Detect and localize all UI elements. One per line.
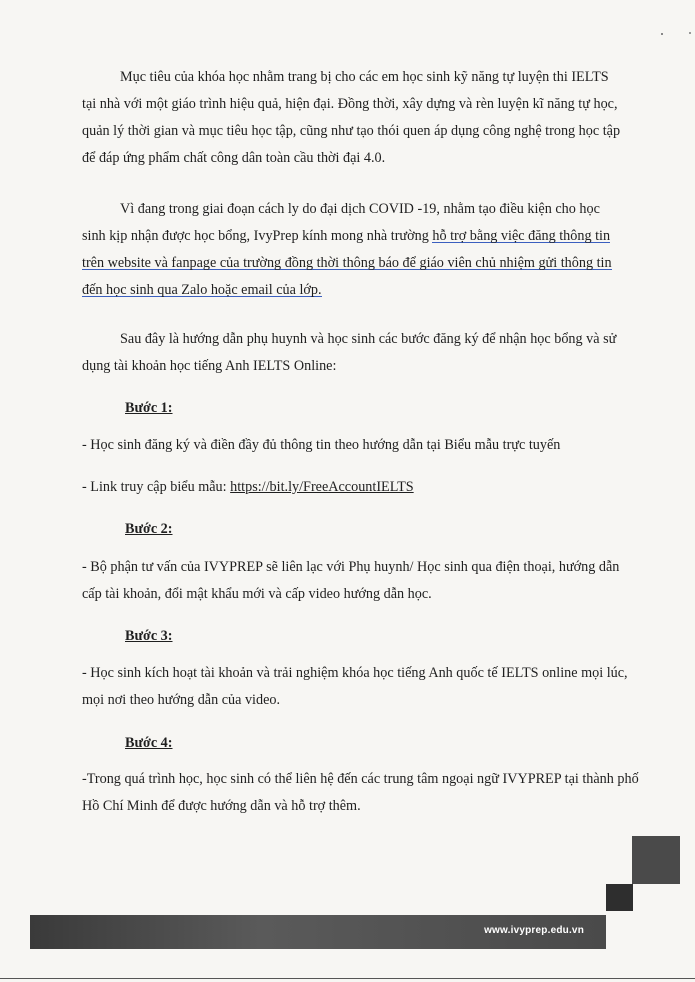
paragraph-course-goal: Mục tiêu của khóa học nhằm trang bị cho các em học sinh kỹ năng tự luyện thi IELTS tại nhà với một giáo trình hiệu quả, hiện đại. Đồng thời, xây dựng và rèn luyện kĩ năng tự học, quản lý thời gian và mục tiêu học tập, cũng như tạo thói quen áp dụng công nghệ trong học tập để đáp ứng phẩm chất công dân toàn cầu thời đại 4.0. (82, 69, 621, 166)
scan-speck (689, 32, 691, 34)
paragraph-covid-request (82, 196, 622, 304)
link-prefix: - Link truy cập biểu mẫu: (82, 479, 231, 495)
page-edge-line (0, 978, 695, 979)
step-1-line: - Học sinh đăng ký và điền đầy đủ thông tin theo hướng dẫn tại Biểu mẫu trực tuyến (82, 437, 561, 453)
step-3-text: - Học sinh kích hoạt tài khoản và trải nghiệm khóa học tiếng Anh quốc tế IELTS online mọi lúc, mọi nơi theo hướng dẫn của video. (82, 665, 628, 708)
footer-url[interactable]: www.ivyprep.edu.vn (484, 925, 584, 936)
decorative-square-small (606, 884, 633, 911)
step-4-text: -Trong quá trình học, học sinh có thể liên hệ đến các trung tâm ngoại ngữ IVYPREP tại thành phố Hồ Chí Minh để được hướng dẫn và hỗ trợ thêm. (82, 771, 639, 814)
step-4-title: Bước 4: (125, 735, 173, 751)
step-1-link-line (82, 474, 642, 501)
step-2-text: - Bộ phận tư vấn của IVYPREP sẽ liên lạc với Phụ huynh/ Học sinh qua điện thoại, hướng dẫn cấp tài khoản, đổi mật khẩu mới và cấp video hướng dẫn học. (82, 559, 620, 602)
highlighted-request: hỗ trợ bằng việc đăng thông tin trên website và fanpage của trường đồng thời thông báo để giáo viên chủ nhiệm gửi thông tin đến học sinh qua Zalo hoặc email của lớp. (82, 228, 612, 298)
step-1-title: Bước 1: (125, 400, 173, 416)
scan-speck (661, 33, 663, 35)
decorative-square (632, 836, 680, 884)
step-2-title: Bước 2: (125, 521, 173, 537)
paragraph-guide-intro: Sau đây là hướng dẫn phụ huynh và học sinh các bước đăng ký để nhận học bổng và sử dụng tài khoản học tiếng Anh IELTS Online: (82, 331, 617, 374)
step-3-title: Bước 3: (125, 628, 173, 644)
form-link[interactable]: https://bit.ly/FreeAccountIELTS (230, 479, 414, 495)
request-text: Vì đang trong giai đoạn cách ly do đại dịch COVID -19, nhằm tạo điều kiện cho học sinh kịp nhận được học bổng, IvyPrep kính mong nhà trường (82, 201, 600, 244)
footer-bar (30, 915, 606, 949)
